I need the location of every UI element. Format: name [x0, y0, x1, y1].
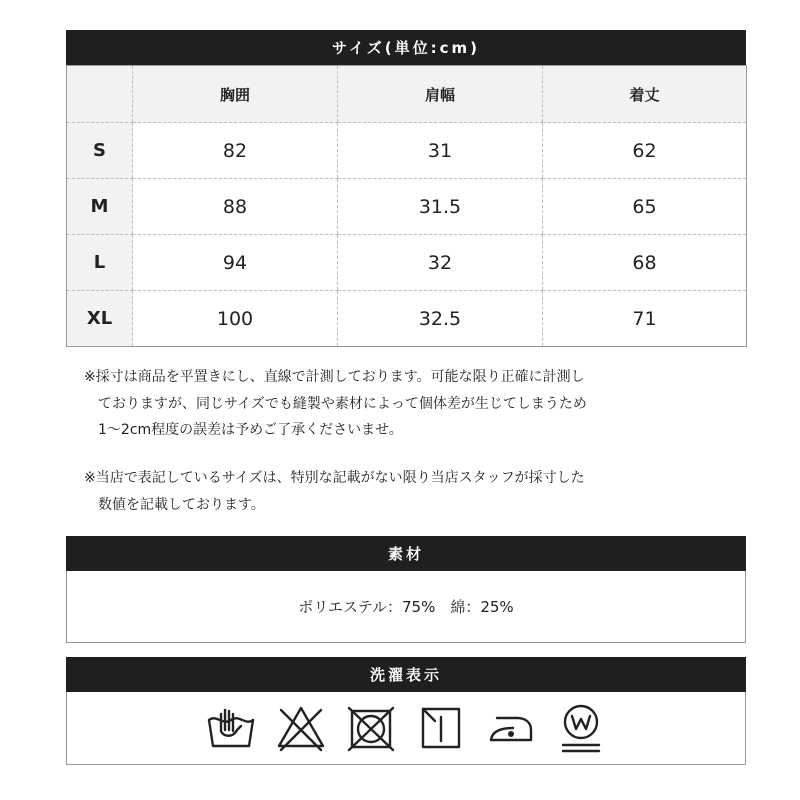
size-table	[66, 65, 747, 347]
table-cell: 71	[543, 291, 747, 347]
table-cell: 65	[543, 179, 747, 235]
row-header-size: XL	[67, 291, 133, 347]
table-header-row	[67, 66, 747, 123]
iron-low-icon	[483, 700, 539, 756]
row-header-size: M	[67, 179, 133, 235]
hand-wash-icon	[203, 700, 259, 756]
table-cell: 94	[133, 235, 338, 291]
table-row	[67, 123, 747, 179]
measurement-note	[84, 364, 764, 444]
no-bleach-icon	[273, 700, 329, 756]
table-row	[67, 179, 747, 235]
note-line: ておりますが、同じサイズでも縫製や素材によって個体差が生じてしまうため	[98, 395, 587, 412]
note-line: ※採寸は商品を平置きにし、直線で計測しております。可能な限り正確に計測し	[84, 369, 585, 385]
table-cell: 100	[133, 291, 338, 347]
table-cell: 31	[338, 123, 543, 179]
note-line: 1～2cm程度の誤差は予めご了承くださいませ。	[98, 422, 403, 438]
material-text: ポリエステル：75% 綿：25%	[298, 598, 514, 616]
row-header-size: L	[67, 235, 133, 291]
column-header-length: 着丈	[543, 66, 747, 123]
note-line: 数値を記載しております。	[98, 496, 265, 513]
material-box	[66, 571, 746, 643]
size-note	[84, 465, 764, 518]
table-row	[67, 235, 747, 291]
column-header-shoulder: 肩幅	[338, 66, 543, 123]
table-cell: 82	[133, 123, 338, 179]
column-header-chest: 胸囲	[133, 66, 338, 123]
table-cell: 31.5	[338, 179, 543, 235]
table-cell: 88	[133, 179, 338, 235]
note-line: ※当店で表記しているサイズは、特別な記載がない限り当店スタッフが採寸した	[84, 470, 585, 486]
care-section-title: 洗濯表示	[66, 657, 746, 692]
row-header-size: S	[67, 123, 133, 179]
table-cell: 32	[338, 235, 543, 291]
size-section-title: サイズ(単位:cm)	[66, 30, 746, 65]
wet-clean-icon	[553, 700, 609, 756]
table-cell: 68	[543, 235, 747, 291]
line-dry-shade-icon	[413, 700, 469, 756]
care-icons-box	[66, 692, 746, 765]
table-cell: 32.5	[338, 291, 543, 347]
table-corner	[67, 66, 133, 123]
table-cell: 62	[543, 123, 747, 179]
no-tumble-dry-icon	[343, 700, 399, 756]
material-section-title: 素材	[66, 536, 746, 571]
table-row	[67, 291, 747, 347]
